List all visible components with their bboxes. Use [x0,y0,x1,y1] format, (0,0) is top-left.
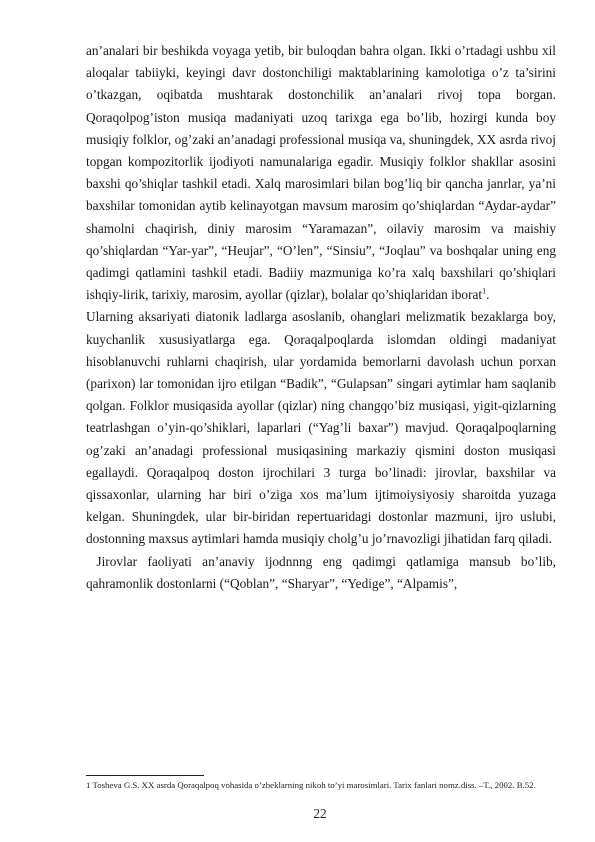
footnote-divider [86,775,204,776]
paragraph-1-tail: . [486,287,490,303]
paragraph-3: Jirovlar faoliyati an’anaviy ijodnnng eng qadimgi qatlamiga mansub bo’lib, qahramonlik dostonlarni (“Qoblan”, “Sharyar”, “Yedige”, “Alpamis”, [86,553,560,591]
page-body [86,40,560,595]
paragraph-1 [86,40,556,306]
footnote-ref: 1 [482,286,487,296]
paragraph-2: Ularning aksariyati diatonik ladlarga asoslanib, ohanglari melizmatik bezaklarga boy, kuychanlik xususiyatlarga ega. Qoraqalpoqlarda islomdan oldingi madaniyat hisoblanuvchi ruhlarni chaqirish, ular yordamida bemorlarni davolash uchun porxan (parixon) lar tomonidan ijro etilgan “Badik”, “Gulapsan” singari aytimlar ham saqlanib qolgan. Folklor musiqasida ayollar (qizlar) ning changqo’biz musiqasi, yigit-qizlarning teatrlashgan o’yin-qo’shiklari, laparlari (“Yag’li baxar”) mavjud. Qoraqalpoqlarning og’zaki an’anadagi professional musiqasining markaziy qismini doston musiqasi egallaydi. Qoraqalpoq doston ijrochilari 3 turga bo’linadi: jirovlar, baxshilar va qissaxonlar, ularning har biri o’ziga xos ma’lum ijtimoiysiyosiy sharoitda yuzaga kelgan. Shuningdek, ular bir-biridan repertuaridagi dostonlar mazmuni, ijro uslubi, dostonning maxsus aytimlari hamda musiqiy cholg’u jo’rnavozligi jihatidan farq qiladi. [86,309,556,547]
paragraph-1-text: an’analari bir beshikda voyaga yetib, bir buloqdan bahra olgan. Ikki o’rtadagi ushbu xil aloqalar tabiiyki, keyingi davr dostonchiligi maktablarining kamolotiga o’z ta’sirini o’tkazgan, oqibatda mushtarak dostonchilik an’analari rivoj topa borgan. Qoraqolpog’iston musiqa madaniyati uzoq tarixga ega bo’lib, hozirgi kunda boy musiqiy folklor, og’zaki an’anadagi professional musiqa va, shuningdek, XX asrda rivoj topgan kompozitorlik ijodiyoti namunalariga egadir. Musiqiy folklor shakllar asosini baxshi qo’shiqlar tashkil etadi. Xalq marosimlari bilan bog’liq bir qancha janrlar, ya’ni baxshilar tomonidan aytib kelinayotgan mavsum marosim qo’shiqlardan “Aydar-aydar” shamolni chaqirish, diniy marosim “Yaramazan”, oilaviy marosim va maishiy qo’shiqlardan “Yar-yar”, “Heujar”, “O’len”, “Sinsiu”, “Joqlau” va boshqalar uning eng qadimgi qatlamini tashkil etadi. Badiiy mazmuniga ko’ra xalq baxshilari qo’shiqlari ishqiy-lirik, tarixiy, marosim, ayollar (qizlar), bolalar qo’shiqlaridan iborat [86,43,556,303]
footnote: 1 Tosheva G.S. XX asrda Qoraqalpoq vohasida o’zbeklarning nikoh to’yi marosimlari. Tarix fanlari nomz.diss. –T., 2002. B.52. [86,780,536,790]
page-number: 22 [313,806,327,821]
